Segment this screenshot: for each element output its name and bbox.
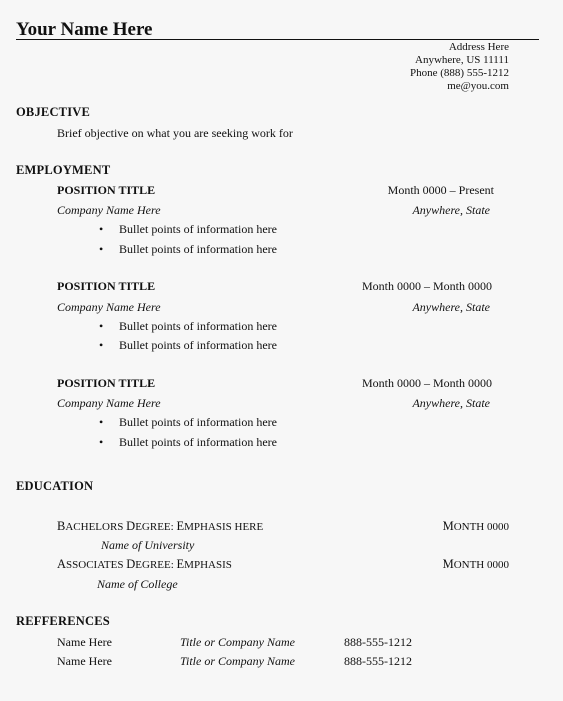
bullet-text: Bullet points of information here [119,319,277,333]
reference-phone: 888-555-1212 [344,635,412,649]
job-dates: Month 0000 – Month 0000 [361,279,492,293]
company-name: Company Name Here [57,203,161,217]
job-title: POSITION TITLE [57,376,156,390]
reference-title: Title or Company Name [180,635,296,649]
job-location: Anywhere, State [412,203,490,217]
degree-date: MONTH 0000 [442,519,509,533]
job-dates: Month 0000 – Present [387,183,494,197]
degree: BACHELORS DEGREE: EMPHASIS HERE [57,519,264,533]
bullet-icon: • [99,319,104,333]
header-rule [16,39,539,40]
objective-text: Brief objective on what you are seeking work for [57,126,293,140]
address-line2: Anywhere, US 11111 [415,54,509,66]
bullet-text: Bullet points of information here [119,242,277,256]
reference-title: Title or Company Name [180,654,296,668]
bullet-icon: • [99,415,104,429]
job-title: POSITION TITLE [57,183,156,197]
references-heading: REFFERENCES [16,614,110,628]
company-name: Company Name Here [57,300,161,314]
bullet-icon: • [99,222,104,236]
job-title: POSITION TITLE [57,279,156,293]
job-location: Anywhere, State [412,396,490,410]
phone: Phone (888) 555-1212 [410,67,509,79]
job-dates: Month 0000 – Month 0000 [361,376,492,390]
bullet-icon: • [99,338,104,352]
resume-name: Your Name Here [16,19,153,40]
school-name: Name of College [97,577,178,591]
reference-phone: 888-555-1212 [344,654,412,668]
school-name: Name of University [101,538,195,552]
degree: ASSOCIATES DEGREE: EMPHASIS [57,557,232,571]
objective-heading: OBJECTIVE [16,105,91,119]
bullet-icon: • [99,242,104,256]
job-location: Anywhere, State [412,300,490,314]
degree-date: MONTH 0000 [442,557,509,571]
employment-heading: EMPLOYMENT [16,163,111,177]
email[interactable]: me@you.com [447,80,509,92]
bullet-text: Bullet points of information here [119,338,277,352]
reference-name: Name Here [57,635,112,649]
company-name: Company Name Here [57,396,161,410]
address-line1: Address Here [448,41,509,53]
bullet-text: Bullet points of information here [119,415,277,429]
bullet-text: Bullet points of information here [119,222,277,236]
reference-name: Name Here [57,654,112,668]
bullet-text: Bullet points of information here [119,435,277,449]
bullet-icon: • [99,435,104,449]
education-heading: EDUCATION [16,479,94,493]
